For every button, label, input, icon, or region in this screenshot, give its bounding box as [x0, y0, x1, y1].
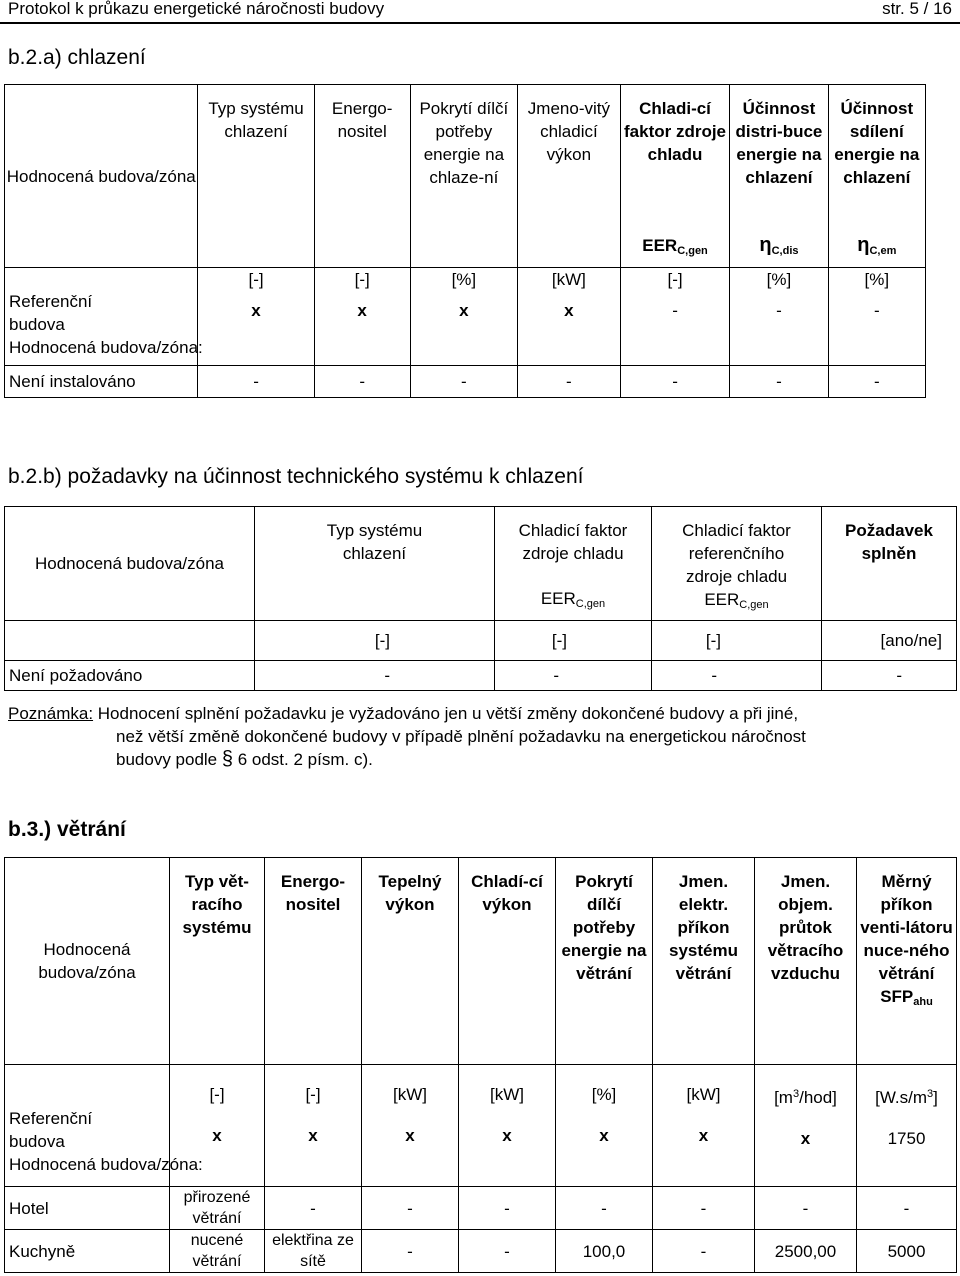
ventilation-table [4, 857, 957, 1273]
document-header-title: Protokol k průkazu energetické náročnosti budovy [8, 0, 385, 18]
cell: [-] x [265, 1065, 362, 1187]
cell: - [459, 1187, 556, 1230]
note-line: Hodnocení splnění požadavku je vyžadováno jen u větší změny dokončené budovy a při jiné, [93, 704, 799, 723]
cell: - [653, 1187, 755, 1230]
cell: - [652, 661, 822, 691]
reference-building-label: Referenční budova Hodnocená budova/zóna: [5, 268, 198, 366]
header-divider [0, 22, 960, 24]
col-requirement-met: Požadavek splněn [822, 507, 957, 621]
table-row [5, 1187, 957, 1230]
cell-a-coverage: [%] x [410, 268, 517, 366]
row-label: Není požadováno [5, 661, 255, 691]
row-label: Není instalováno [5, 366, 198, 398]
note-line: než větší změně dokončené budovy v případě plnění požadavku na energetickou náročnost [116, 727, 806, 746]
eta-dis-symbol: $\eta_{C,dis}$ [759, 234, 799, 257]
unit-cell: [-] [255, 621, 495, 661]
col-distribution-label: Účinnost distri-buce energie na chlazení [735, 99, 823, 187]
col-cooling-factor-label: Chladicí faktor zdroje chladu [518, 521, 628, 563]
zone-header: Hodnocená budova/zóna [5, 858, 170, 1065]
col-cooling-factor-label: Chladi-cí faktor zdroje chladu [624, 99, 727, 164]
cell: - [459, 1230, 556, 1273]
cell: [kW] x [459, 1065, 556, 1187]
section-title-cooling: b.2.a) chlazení [8, 46, 146, 69]
col-distribution-efficiency [730, 85, 828, 268]
reference-building-label: Referenční budova Hodnocená budova/zóna: [5, 1065, 170, 1187]
requirements-table [4, 506, 957, 691]
col-energy-carrier: Energo-nositel [314, 85, 410, 268]
table-row [5, 1230, 957, 1273]
col-nominal-cooling-power: Jmeno-vitý chladicí výkon [517, 85, 620, 268]
cell: - [828, 366, 925, 398]
cell: - [755, 1187, 857, 1230]
cell: - [362, 1187, 459, 1230]
note-line: budovy podle § 6 odst. 2 písm. c). [116, 748, 373, 770]
cell: 100,0 [556, 1230, 653, 1273]
cell: $[m^3/hod]$ x [755, 1065, 857, 1187]
note-paragraph [8, 702, 958, 771]
cell: elektřina ze sítě [265, 1230, 362, 1273]
cell: - [857, 1187, 957, 1230]
cell: 2500,00 [755, 1230, 857, 1273]
empty-cell [5, 621, 255, 661]
cell: - [517, 366, 620, 398]
col-coverage: Pokrytí dílčí potřeby energie na chlaze-ní [410, 85, 517, 268]
section-title-ventilation: b.3.) větrání [8, 818, 126, 841]
page-number: str. 5 / 16 [882, 0, 952, 18]
section-title-requirements: b.2.b) požadavky na účinnost technického systému k chlazení [8, 465, 584, 488]
row-label: Hotel [5, 1187, 170, 1230]
cell: - [265, 1187, 362, 1230]
col-cooling-factor [620, 85, 729, 268]
unit-cell: [-] [495, 621, 652, 661]
col-ventilation-type: Typ vět-racího systému [170, 858, 265, 1065]
cell-a-power: [kW] x [517, 268, 620, 366]
col-cooling-system-type: Typ systému chlazení [198, 85, 314, 268]
cell: - [620, 366, 729, 398]
cell: - [495, 661, 652, 691]
eer-symbol: $EER_{C,gen}$ [642, 236, 708, 257]
col-reference-label: Chladicí faktor referenčního zdroje chladu [682, 521, 791, 586]
note-label: Poznámka: [8, 704, 94, 723]
cell-a-em: [%] - [828, 268, 925, 366]
cell: [%] x [556, 1065, 653, 1187]
col-nominal-power: Jmen. elektr. příkon systému větrání [653, 858, 755, 1065]
col-sfp: Měrný příkon venti-látoru nuce-ného větrání $SFP_{ahu}$ [857, 858, 957, 1065]
col-energy-carrier: Energo-nositel [265, 858, 362, 1065]
evaluated-zone-label: Hodnocená budova/zóna: [9, 338, 203, 357]
cell: [kW] x [653, 1065, 755, 1187]
cell: - [362, 1230, 459, 1273]
cooling-table [4, 84, 926, 398]
eer-symbol: $EER_{C,gen}$ [540, 589, 606, 610]
eta-em-symbol: $\eta_{C,em}$ [857, 234, 897, 257]
table-row [5, 366, 926, 398]
col-cooling-factor [495, 507, 652, 621]
col-coverage: Pokrytí dílčí potřeby energie na větrání [556, 858, 653, 1065]
zone-header: Hodnocená budova/zóna [5, 85, 198, 268]
col-reference-cooling-factor [652, 507, 822, 621]
cell: - [255, 661, 495, 691]
col-heat-output: Tepelný výkon [362, 858, 459, 1065]
cell-a-dis: [%] - [730, 268, 828, 366]
col-emission-label: Účinnost sdílení energie na chlazení [834, 99, 920, 187]
cell: 5000 [857, 1230, 957, 1273]
col-cooling-output: Chladí-cí výkon [459, 858, 556, 1065]
cell: - [198, 366, 314, 398]
table-row [5, 661, 957, 691]
zone-header: Hodnocená budova/zóna [5, 507, 255, 621]
cell: - [653, 1230, 755, 1273]
unit-cell: [ano/ne] [822, 621, 957, 661]
col-emission-efficiency [828, 85, 925, 268]
cell-a-sys: [-] x [198, 268, 314, 366]
cell: nucené větrání [170, 1230, 265, 1273]
evaluated-zone-label: Hodnocená budova/zóna: [9, 1155, 203, 1174]
cell-a-eer: [-] - [620, 268, 729, 366]
cell: - [556, 1187, 653, 1230]
cell: - [730, 366, 828, 398]
col-nominal-airflow: Jmen. objem. průtok větracího vzduchu [755, 858, 857, 1065]
cell: $[W.s/m^3]$ 1750 [857, 1065, 957, 1187]
cell: - [314, 366, 410, 398]
cell: - [410, 366, 517, 398]
row-label: Kuchyně [5, 1230, 170, 1273]
cell: - [822, 661, 957, 691]
cell: přirozené větrání [170, 1187, 265, 1230]
unit-cell: [-] [652, 621, 822, 661]
cell: [kW] x [362, 1065, 459, 1187]
eer-ref-symbol: $EER_{C,gen}$ [704, 590, 769, 611]
cell-a-carrier: [-] x [314, 268, 410, 366]
cell: [-] x [170, 1065, 265, 1187]
col-system-type: Typ systému chlazení [255, 507, 495, 621]
